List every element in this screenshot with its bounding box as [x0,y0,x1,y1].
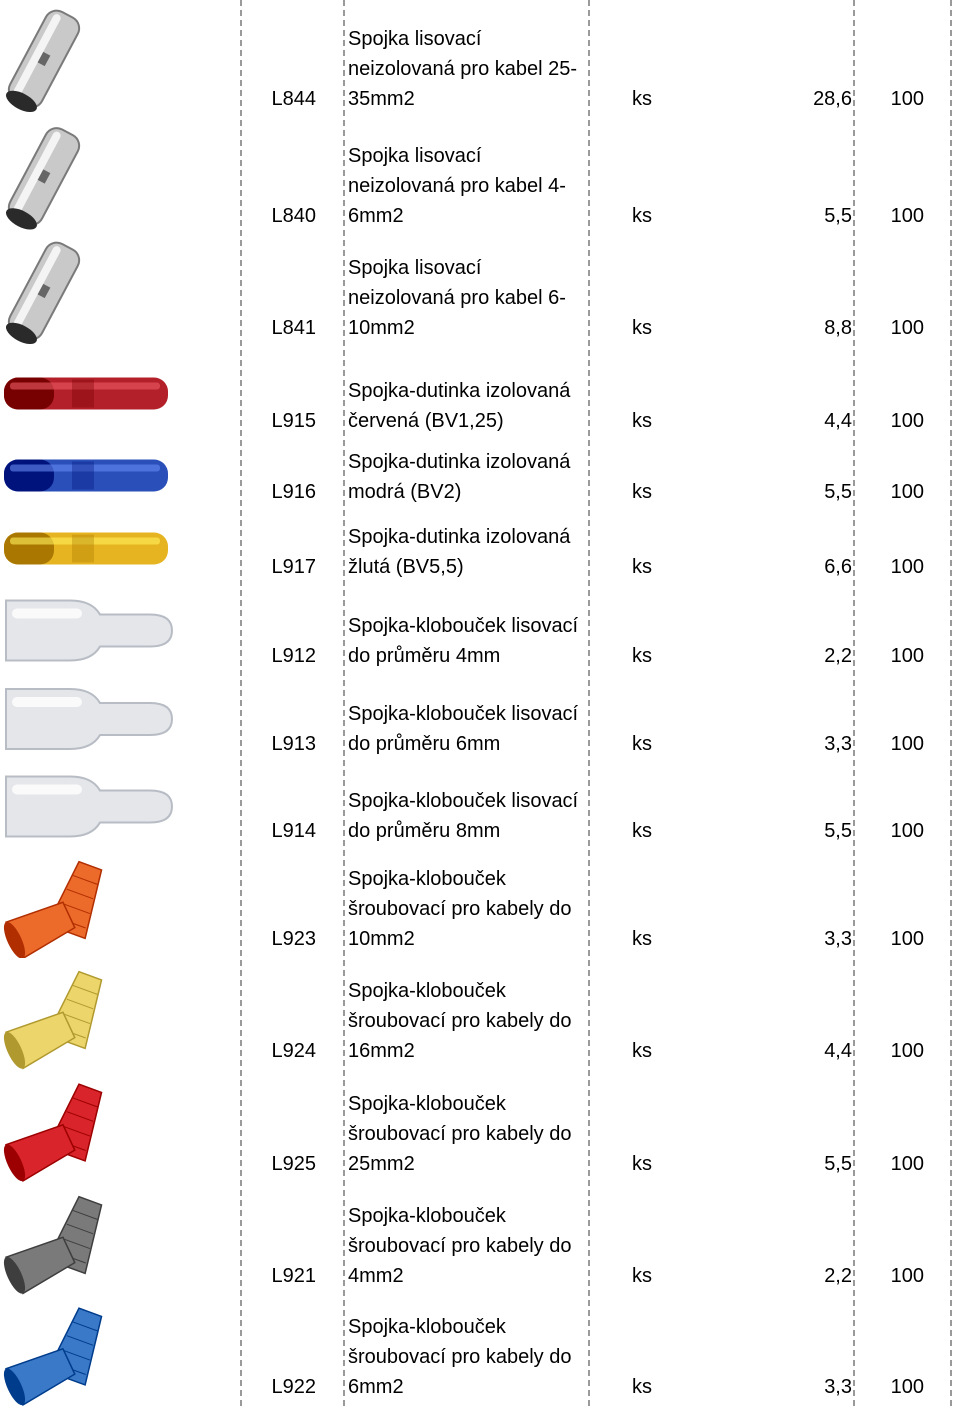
unit-price: 2,2 [824,645,852,667]
product-code: L925 [271,1153,316,1175]
unit-label: ks [632,317,652,339]
white-crimp-cap-icon [0,586,180,675]
unit-price: 28,6 [813,88,852,110]
unit-price: 5,5 [824,1153,852,1175]
table-row [0,511,960,586]
product-code: L913 [271,733,316,755]
product-code: L924 [271,1040,316,1062]
package-quantity: 100 [890,1376,924,1398]
unit-label: ks [632,205,652,227]
product-code: L844 [271,88,316,110]
table-row [0,1070,960,1183]
unit-price: 3,3 [824,928,852,950]
blue-twist-cap-icon [0,1295,180,1406]
product-description: Spojka-klobouček šroubovací pro kabely do 10mm2 [348,868,572,950]
unit-label: ks [632,733,652,755]
unit-price: 2,2 [824,1265,852,1287]
package-quantity: 100 [890,820,924,842]
product-code: L915 [271,410,316,432]
table-row [0,1295,960,1406]
product-code: L914 [271,820,316,842]
product-code: L922 [271,1376,316,1398]
unit-price: 5,5 [824,481,852,503]
white-crimp-cap-icon [0,675,180,763]
red-insulated-sleeve-icon [0,347,180,440]
red-twist-cap-icon [0,1070,180,1183]
product-description: Spojka-klobouček šroubovací pro kabely do 4mm2 [348,1205,572,1287]
silver-butt-connector-icon [0,0,180,118]
product-description: Spojka-klobouček lisovací do průměru 8mm [348,790,579,842]
unit-label: ks [632,1265,652,1287]
table-row [0,347,960,440]
blue-insulated-sleeve-icon [0,440,180,511]
unit-price: 5,5 [824,820,852,842]
product-code: L912 [271,645,316,667]
unit-price: 5,5 [824,205,852,227]
product-description: Spojka-dutinka izolovaná modrá (BV2) [348,451,571,503]
package-quantity: 100 [890,928,924,950]
product-description: Spojka-klobouček lisovací do průměru 6mm [348,703,579,755]
package-quantity: 100 [890,645,924,667]
unit-label: ks [632,481,652,503]
silver-butt-connector-icon [0,118,180,235]
product-description: Spojka lisovací neizolovaná pro kabel 25- 35mm2 [348,28,578,110]
package-quantity: 100 [890,1265,924,1287]
product-code: L916 [271,481,316,503]
yellow-insulated-sleeve-icon [0,511,180,586]
table-row [0,675,960,763]
unit-price: 4,4 [824,410,852,432]
unit-price: 4,4 [824,1040,852,1062]
product-description: Spojka-klobouček šroubovací pro kabely do 6mm2 [348,1316,572,1398]
product-description: Spojka-klobouček šroubovací pro kabely do 16mm2 [348,980,572,1062]
unit-price: 3,3 [824,1376,852,1398]
package-quantity: 100 [890,317,924,339]
table-row [0,1183,960,1295]
unit-label: ks [632,556,652,578]
unit-price: 3,3 [824,733,852,755]
unit-label: ks [632,1040,652,1062]
table-row [0,850,960,958]
package-quantity: 100 [890,88,924,110]
unit-price: 8,8 [824,317,852,339]
unit-price: 6,6 [824,556,852,578]
product-description: Spojka-klobouček lisovací do průměru 4mm [348,615,579,667]
table-row [0,0,960,118]
product-code: L841 [271,317,316,339]
package-quantity: 100 [890,481,924,503]
yellow-twist-cap-icon [0,958,180,1070]
product-code: L921 [271,1265,316,1287]
grey-twist-cap-icon [0,1183,180,1295]
package-quantity: 100 [890,410,924,432]
package-quantity: 100 [890,556,924,578]
product-description: Spojka lisovací neizolovaná pro kabel 4- 6mm2 [348,145,566,227]
table-row [0,118,960,235]
product-description: Spojka-dutinka izolovaná červená (BV1,25) [348,380,571,432]
product-description: Spojka lisovací neizolovaná pro kabel 6- 10mm2 [348,257,566,339]
unit-label: ks [632,645,652,667]
table-row [0,763,960,850]
package-quantity: 100 [890,1040,924,1062]
product-description: Spojka-klobouček šroubovací pro kabely do 25mm2 [348,1093,572,1175]
unit-label: ks [632,820,652,842]
unit-label: ks [632,1153,652,1175]
package-quantity: 100 [890,1153,924,1175]
table-row [0,586,960,675]
unit-label: ks [632,928,652,950]
unit-label: ks [632,410,652,432]
unit-label: ks [632,1376,652,1398]
package-quantity: 100 [890,733,924,755]
table-row [0,235,960,347]
product-description: Spojka-dutinka izolovaná žlutá (BV5,5) [348,526,571,578]
white-crimp-cap-icon [0,763,180,850]
product-code: L923 [271,928,316,950]
unit-label: ks [632,88,652,110]
product-code: L917 [271,556,316,578]
package-quantity: 100 [890,205,924,227]
table-row [0,958,960,1070]
silver-butt-connector-icon [0,235,180,347]
orange-twist-cap-icon [0,850,180,958]
table-row [0,440,960,511]
product-code: L840 [271,205,316,227]
